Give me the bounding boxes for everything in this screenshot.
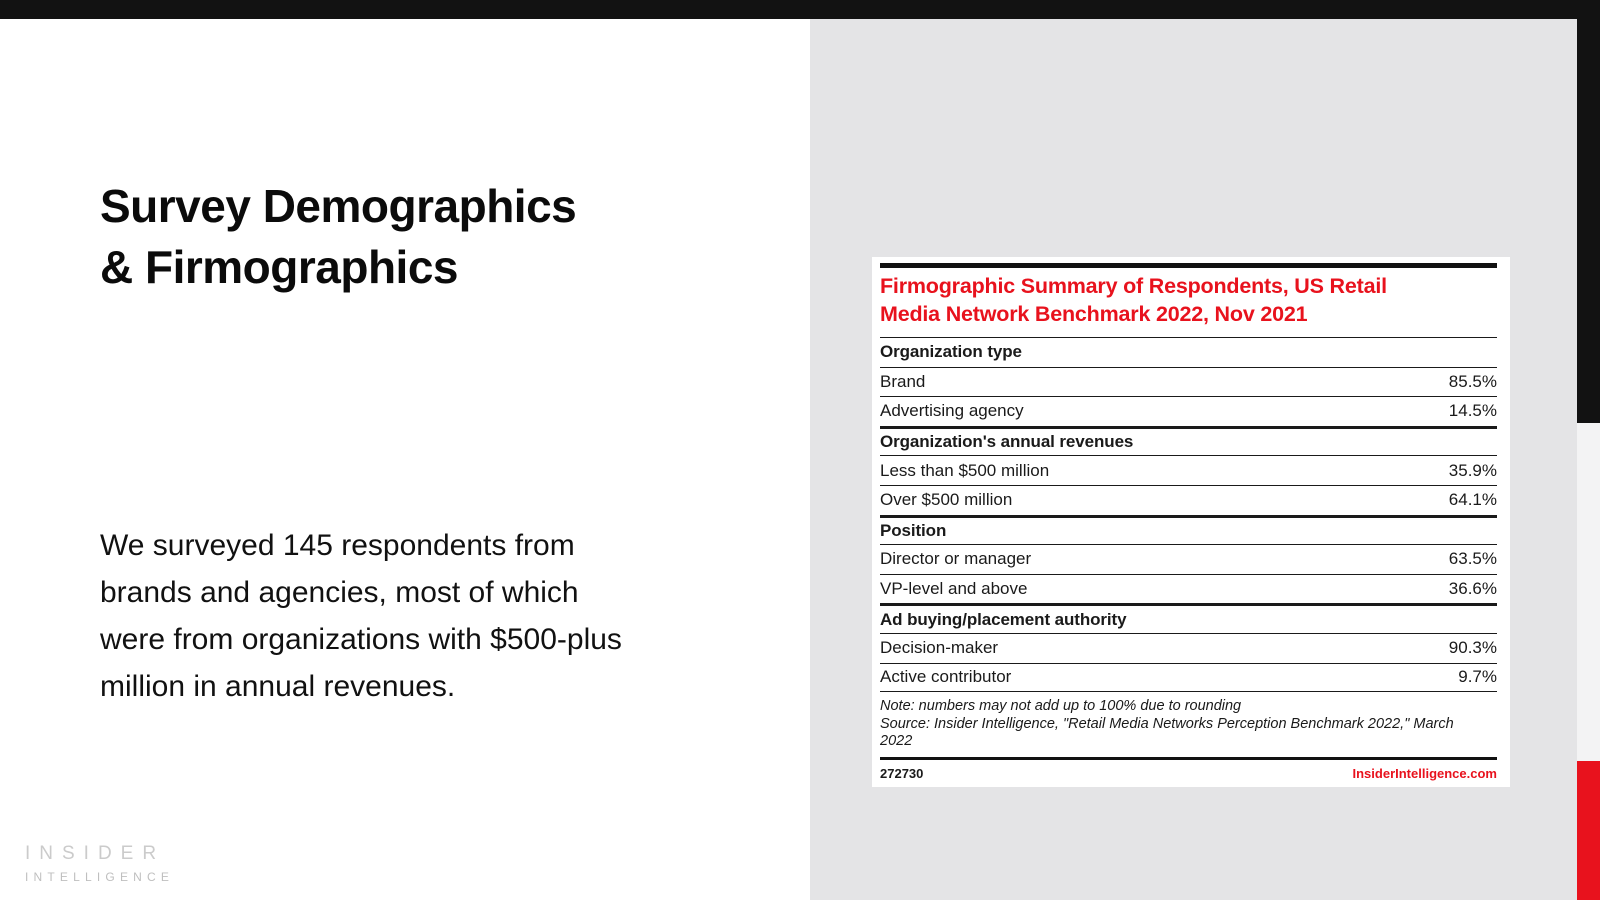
row-label: Over $500 million [880,490,1013,510]
table-row [880,455,1497,485]
right-edge-light-strip [1577,423,1600,761]
right-edge-red-bar [1577,761,1600,900]
row-value: 90.3% [1448,638,1497,658]
chart-source-line-1: Source: Insider Intelligence, "Retail Media Networks Perception Benchmark 2022," March [880,715,1454,732]
firmographic-summary-card [872,257,1510,787]
slide-body-line-4: million in annual revenues. [100,670,456,703]
table-row [880,396,1497,426]
row-value: 35.9% [1448,460,1497,480]
row-value: 64.1% [1448,490,1497,510]
chart-note: Note: numbers may not add up to 100% due to rounding [880,698,1242,715]
row-value: 9.7% [1458,667,1497,687]
card-footer [880,766,1497,781]
slide-body-text [100,522,700,710]
slide-title-line-2: & Firmographics [100,241,459,293]
slide-body-line-2: brands and agencies, most of which [100,576,579,609]
logo-wordmark-intelligence: INTELLIGENCE [25,870,175,884]
chart-title-line-1: Firmographic Summary of Respondents, US Retail [880,274,1387,298]
row-value: 63.5% [1448,549,1497,569]
logo-wordmark-insider: INSIDER [25,843,166,864]
table-row [880,663,1497,693]
section-header-annual-revenues [880,426,1497,456]
chart-source-line-2: 2022 [880,733,913,750]
slide-title-line-1: Survey Demographics [100,180,577,232]
chart-id: 272730 [880,766,924,782]
table-row [880,367,1497,397]
row-label: Director or manager [880,549,1032,569]
chart-note-source [880,698,1497,751]
card-top-rule [880,263,1497,268]
slide-body-line-1: We surveyed 145 respondents from [100,529,575,562]
row-label: Active contributor [880,667,1012,687]
table-row [880,544,1497,574]
table-row [880,633,1497,663]
section-header-organization-type [880,337,1497,367]
card-bottom-rule [880,757,1497,761]
insider-intelligence-logo [25,843,175,884]
section-header-label: Organization type [880,342,1022,362]
table-row [880,574,1497,604]
row-value: 36.6% [1448,579,1497,599]
row-label: Brand [880,371,926,391]
row-label: Advertising agency [880,401,1024,421]
row-value: 14.5% [1448,401,1497,421]
slide-body-line-3: were from organizations with $500-plus [100,623,622,656]
row-label: VP-level and above [880,579,1028,599]
section-header-position [880,515,1497,545]
right-edge-black-bar [1577,0,1600,423]
row-label: Decision-maker [880,638,999,658]
chart-title-line-2: Media Network Benchmark 2022, Nov 2021 [880,301,1308,326]
slide-title [100,176,576,298]
row-value: 85.5% [1448,371,1497,391]
row-label: Less than $500 million [880,460,1050,480]
top-black-bar [0,0,1600,19]
section-header-label: Position [880,520,947,540]
firmographic-table [880,337,1497,692]
chart-title [880,273,1497,328]
table-row [880,485,1497,515]
chart-source-site: InsiderIntelligence.com [1352,766,1497,782]
section-header-ad-buying-authority [880,603,1497,633]
section-header-label: Ad buying/placement authority [880,609,1127,629]
section-header-label: Organization's annual revenues [880,432,1134,452]
